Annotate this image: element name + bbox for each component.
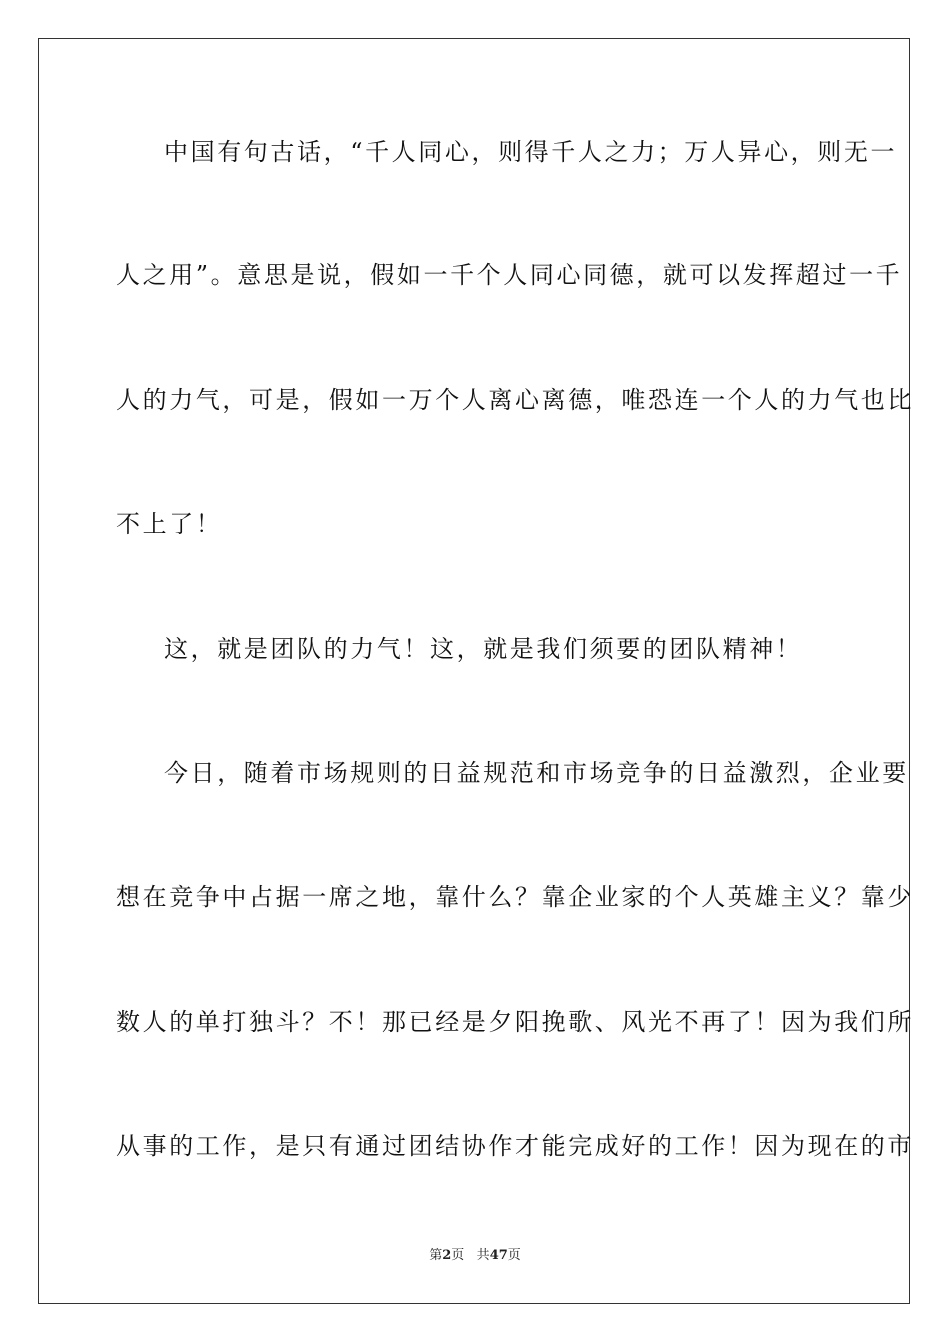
paragraph-1-line-2: 人之用”。意思是说，假如一千个人同心同德，就可以发挥超过一千 xyxy=(116,261,903,289)
paragraph-2-line-1: 这，就是团队的力气！这，就是我们须要的团队精神！ xyxy=(164,635,803,663)
paragraph-3-line-2: 想在竞争中占据一席之地，靠什么？靠企业家的个人英雄主义？靠少 xyxy=(116,883,914,911)
page-suffix: 页 xyxy=(451,1248,465,1263)
paragraph-1-line-1: 中国有句古话，“千人同心，则得千人之力；万人异心，则无一 xyxy=(164,138,898,166)
page-frame xyxy=(38,38,914,1304)
page-prefix: 第 xyxy=(429,1248,443,1263)
paragraph-3-line-1: 今日，随着市场规则的日益规范和市场竞争的日益激烈，企业要 xyxy=(164,759,909,787)
paragraph-3-line-4: 从事的工作，是只有通过团结协作才能完成好的工作！因为现在的市 xyxy=(116,1132,914,1160)
paragraph-1-line-3: 人的力气，可是，假如一万个人离心离德，唯恐连一个人的力气也比 xyxy=(116,386,914,414)
total-suffix: 页 xyxy=(507,1248,521,1263)
page-footer xyxy=(0,1248,950,1264)
paragraph-3-line-3: 数人的单打独斗？不！那已经是夕阳挽歌、风光不再了！因为我们所 xyxy=(116,1008,914,1036)
total-prefix: 共 xyxy=(476,1248,490,1263)
page-number: 2 xyxy=(442,1248,452,1263)
total-pages: 47 xyxy=(489,1248,508,1263)
paragraph-1-line-4: 不上了！ xyxy=(116,510,223,538)
